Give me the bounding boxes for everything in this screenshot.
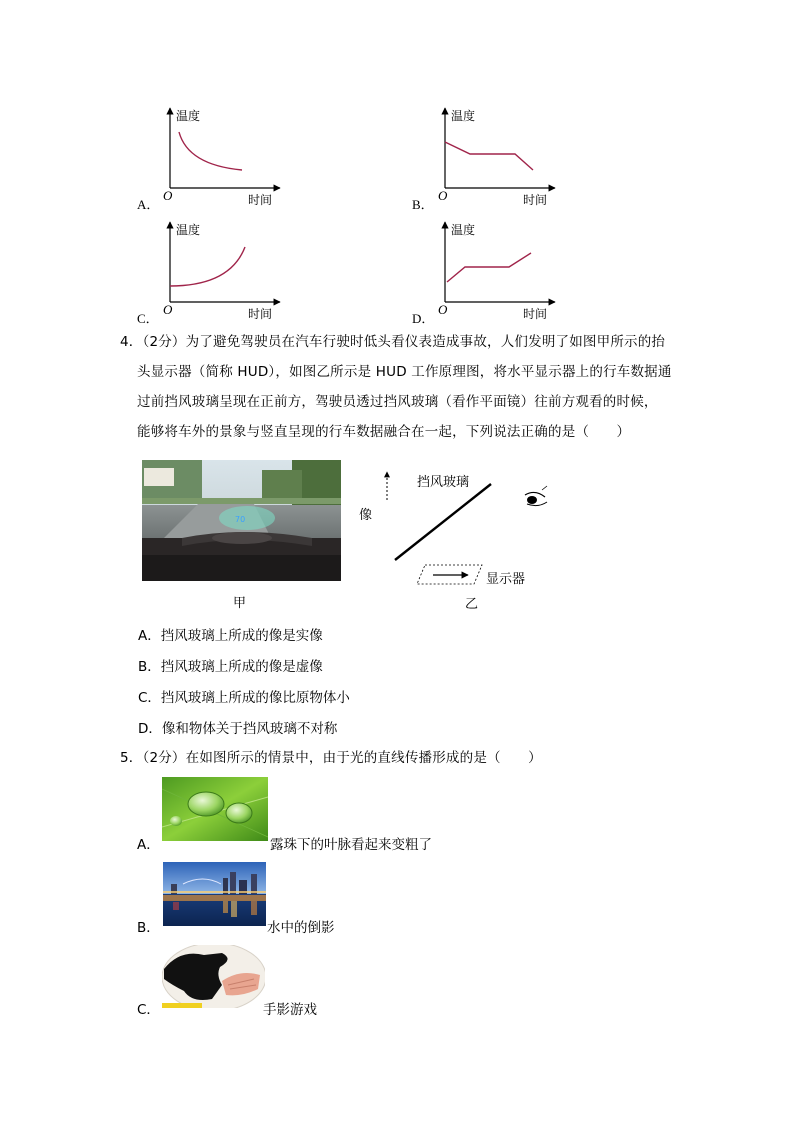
q5-option-a-letter[interactable]: A． [137, 837, 160, 853]
y-axis-label: 温度 [451, 109, 476, 123]
q4-option-d[interactable]: D．像和物体关于挡风玻璃不对称 [138, 721, 338, 737]
windshield-line [395, 484, 491, 560]
temperature-curve [445, 142, 533, 170]
question-5-text: 5．（2分）在如图所示的情景中，由于光的直线传播形成的是（ ） [120, 750, 542, 766]
diagram-caption: 乙 [465, 597, 479, 612]
q5-option-c-caption: 手影游戏 [263, 1002, 317, 1018]
origin-label: O [163, 302, 173, 317]
question-line: 过前挡风玻璃呈现在正前方，驾驶员透过挡风玻璃（看作平面镜）往前方观看的时候， [137, 394, 658, 410]
option-letter[interactable]: C． [137, 311, 159, 326]
x-axis-label: 时间 [248, 193, 273, 207]
dew-leaf-image [162, 777, 268, 841]
x-axis-label: 时间 [248, 307, 273, 321]
question-line: 能够将车外的景象与竖直呈现的行车数据融合在一起，下列说法正确的是（ ） [137, 424, 631, 440]
graph-c [130, 214, 390, 329]
x-axis-label: 时间 [523, 193, 548, 207]
option-letter[interactable]: A． [137, 197, 160, 212]
x-axis-label: 时间 [523, 307, 548, 321]
question-4-text [120, 327, 690, 447]
hud-diagram [355, 462, 555, 612]
eye-icon [525, 486, 547, 506]
display-label: 显示器 [486, 572, 526, 587]
origin-label: O [438, 302, 448, 317]
q5-option-b-letter[interactable]: B． [137, 920, 160, 936]
q4-option-b[interactable]: B．挡风玻璃上所成的像是虚像 [138, 659, 323, 675]
windshield-label: 挡风玻璃 [417, 475, 470, 490]
hud-photo [142, 460, 341, 581]
origin-label: O [438, 188, 448, 203]
q4-option-c[interactable]: C．挡风玻璃上所成的像比原物体小 [138, 690, 350, 706]
hud-photo-image [142, 460, 341, 581]
q5-option-a-caption: 露珠下的叶脉看起来变粗了 [270, 837, 432, 853]
q4-option-a[interactable]: A．挡风玻璃上所成的像是实像 [138, 628, 323, 644]
q5-option-c-letter[interactable]: C． [137, 1002, 160, 1018]
y-axis-label: 温度 [176, 109, 201, 123]
q5-option-b-caption: 水中的倒影 [267, 920, 335, 936]
origin-label: O [163, 188, 173, 203]
graph-a [130, 100, 390, 215]
photo-caption: 甲 [233, 596, 247, 611]
option-letter[interactable]: B． [412, 197, 434, 212]
graph-d [405, 214, 665, 329]
y-axis-label: 温度 [451, 223, 476, 237]
question-line: 头显示器（简称 HUD），如图乙所示是 HUD 工作原理图，将水平显示器上的行车数据通 [137, 364, 672, 380]
temperature-curve [447, 253, 531, 282]
hand-shadow-image [162, 945, 265, 1008]
graph-b [405, 100, 665, 215]
temperature-curve [179, 132, 242, 170]
image-label: 像 [359, 508, 373, 523]
y-axis-label: 温度 [176, 223, 201, 237]
question-line: 4．（2分）为了避免驾驶员在汽车行驶时低头看仪表造成事故，人们发明了如图甲所示的抬 [120, 334, 666, 350]
svg-text:70: 70 [235, 515, 246, 524]
option-letter[interactable]: D． [412, 311, 435, 326]
night-city-reflection-image [163, 862, 266, 926]
temperature-curve [170, 247, 245, 286]
